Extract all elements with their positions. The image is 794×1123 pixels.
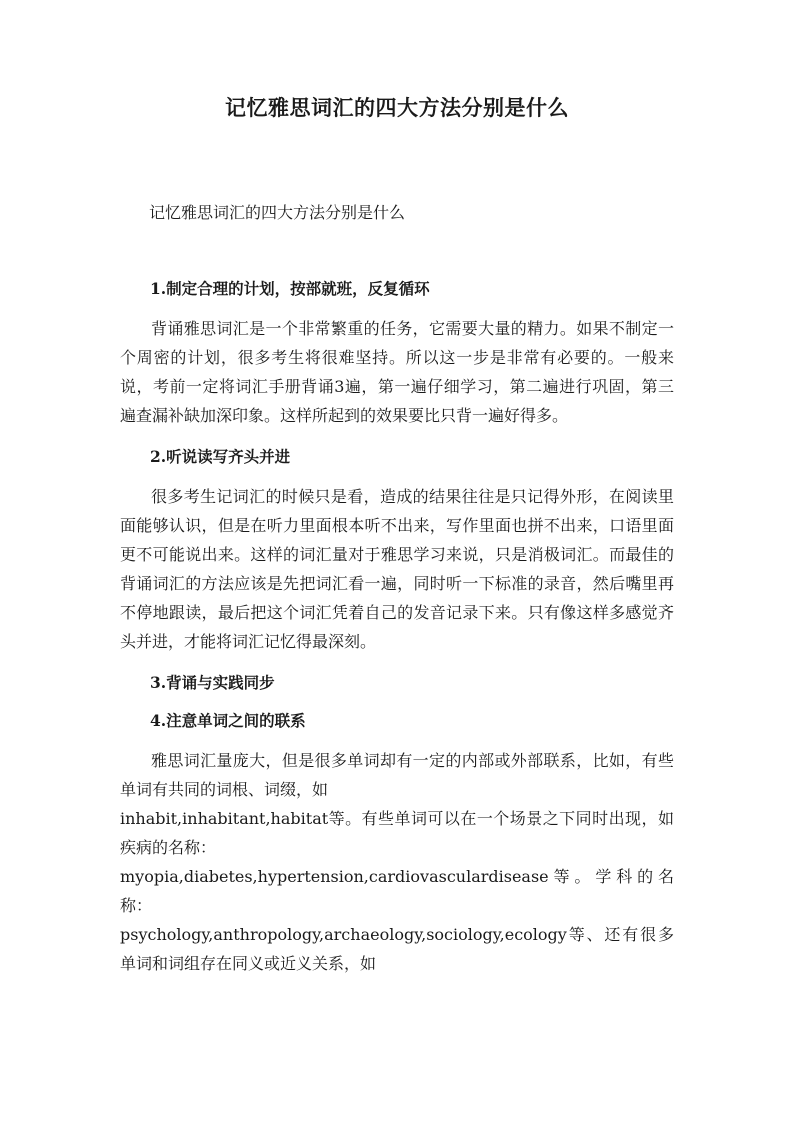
section-4-line-2: inhabit,inhabitant,habitat等。有些单词可以在一个场景之下同时出现，如疾病的名称： [120, 809, 674, 857]
section-4-line-1: 雅思词汇量庞大，但是很多单词却有一定的内部或外部联系，比如，有些单词有共同的词根、词缀，如 [120, 751, 674, 799]
section-4-line-3: myopia,diabetes,hypertension,cardiovasculardisease等。学科的名称： [120, 867, 674, 915]
section-heading-2: 2.听说读写齐头并进 [150, 447, 291, 466]
document-subtitle: 记忆雅思词汇的四大方法分别是什么 [149, 203, 406, 222]
document-body [120, 276, 674, 978]
section-heading-3: 3.背诵与实践同步 [150, 673, 275, 692]
section-heading-1: 1.制定合理的计划，按部就班，反复循环 [150, 279, 430, 298]
document-title: 记忆雅思词汇的四大方法分别是什么 [225, 95, 569, 120]
section-paragraph-1: 背诵雅思词汇是一个非常繁重的任务，它需要大量的精力。如果不制定一个周密的计划，很多考生将很难坚持。所以这一步是非常有必要的。一般来说，考前一定将词汇手册背诵3遍，第一遍仔细学习，第二遍进行巩固，第三遍查漏补缺加深印象。这样所起到的效果要比只背一遍好得多。 [120, 319, 674, 425]
section-paragraph-2: 很多考生记词汇的时候只是看，造成的结果往往是只记得外形，在阅读里面能够认识，但是在听力里面根本听不出来，写作里面也拼不出来，口语里面更不可能说出来。这样的词汇量对于雅思学习来说，只是消极词汇。而最佳的背诵词汇的方法应该是先把词汇看一遍，同时听一下标准的录音，然后嘴里再不停地跟读，最后把这个词汇凭着自己的发音记录下来。只有像这样多感觉齐头并进，才能将词汇记忆得最深刻。 [120, 487, 674, 651]
section-paragraph-4 [120, 746, 674, 978]
section-heading-4: 4.注意单词之间的联系 [150, 711, 306, 730]
section-4-line-4: psychology,anthropology,archaeology,sociology,ecology等、还有很多单词和词组存在同义或近义关系，如 [120, 925, 674, 973]
